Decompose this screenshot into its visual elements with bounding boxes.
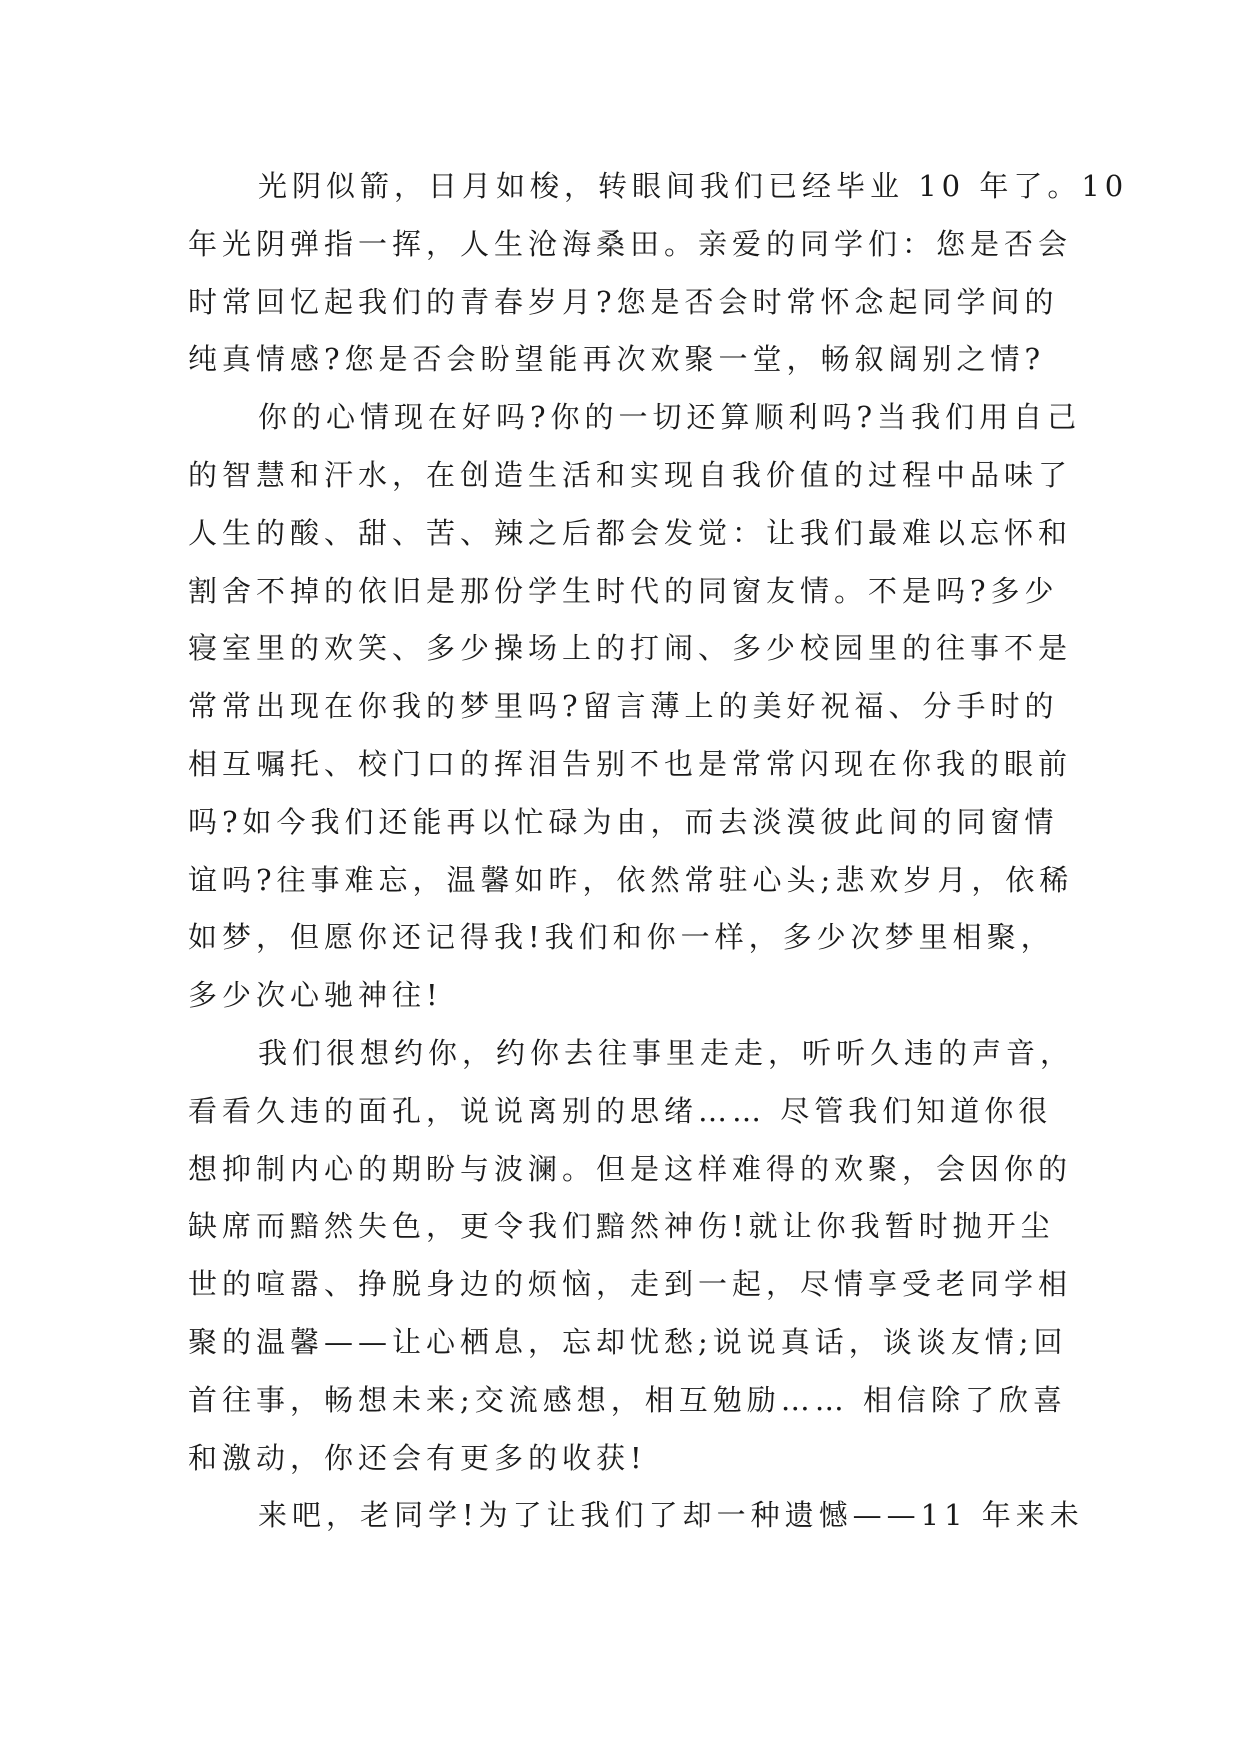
text-line: 纯真情感?您是否会盼望能再次欢聚一堂，畅叙阔别之情? — [188, 342, 1046, 377]
text-line: 如梦，但愿你还记得我!我们和你一样，多少次梦里相聚， — [188, 920, 1055, 955]
text-line: 年光阴弹指一挥，人生沧海桑田。亲爱的同学们：您是否会 — [188, 226, 1073, 261]
document-body — [188, 158, 1129, 1545]
paragraph-3 — [188, 1025, 1075, 1487]
paragraph-2 — [188, 389, 1082, 1025]
text-line: 我们很想约你，约你去往事里走走，听听久违的声音， — [258, 1035, 1075, 1070]
text-line: 寝室里的欢笑、多少操场上的打闹、多少校园里的往事不是 — [188, 631, 1073, 666]
text-line: 缺席而黯然失色，更令我们黯然神伤!就让你我暂时抛开尘 — [188, 1209, 1055, 1244]
text-line: 你的心情现在好吗?你的一切还算顺利吗?当我们用自己 — [258, 400, 1082, 435]
text-line: 世的喧嚣、挣脱身边的烦恼，走到一起，尽情享受老同学相 — [188, 1267, 1073, 1302]
text-line: 聚的温馨——让心栖息，忘却忧愁;说说真话，谈谈友情;回 — [188, 1324, 1068, 1359]
paragraph-4 — [188, 1487, 1084, 1545]
text-line: 常常出现在你我的梦里吗?留言薄上的美好祝福、分手时的 — [188, 689, 1059, 724]
text-line: 割舍不掉的依旧是那份学生时代的同窗友情。不是吗?多少 — [188, 573, 1059, 608]
text-line: 和激动，你还会有更多的收获! — [188, 1440, 647, 1475]
text-line: 首往事，畅想未来;交流感想，相互勉励…… 相信除了欣喜 — [188, 1382, 1067, 1417]
text-line: 想抑制内心的期盼与波澜。但是这样难得的欢聚，会因你的 — [188, 1151, 1073, 1186]
text-line: 时常回忆起我们的青春岁月?您是否会时常怀念起同学间的 — [188, 284, 1059, 319]
text-line: 光阴似箭，日月如梭，转眼间我们已经毕业 10 年了。10 — [258, 169, 1129, 203]
text-line: 看看久违的面孔，说说离别的思绪…… 尽管我们知道你很 — [188, 1093, 1053, 1128]
text-line: 多少次心驰神往! — [188, 978, 443, 1013]
text-line: 人生的酸、甜、苦、辣之后都会发觉：让我们最难以忘怀和 — [188, 515, 1073, 550]
text-line: 相互嘱托、校门口的挥泪告别不也是常常闪现在你我的眼前 — [188, 746, 1073, 781]
text-line: 的智慧和汗水，在创造生活和实现自我价值的过程中品味了 — [188, 457, 1073, 492]
text-line: 来吧，老同学!为了让我们了却一种遗憾——11 年来未 — [258, 1498, 1084, 1533]
text-line: 吗?如今我们还能再以忙碌为由，而去淡漠彼此间的同窗情 — [188, 804, 1059, 839]
text-line: 谊吗?往事难忘，温馨如昨，依然常驻心头;悲欢岁月，依稀 — [188, 862, 1074, 897]
paragraph-1 — [188, 158, 1129, 389]
